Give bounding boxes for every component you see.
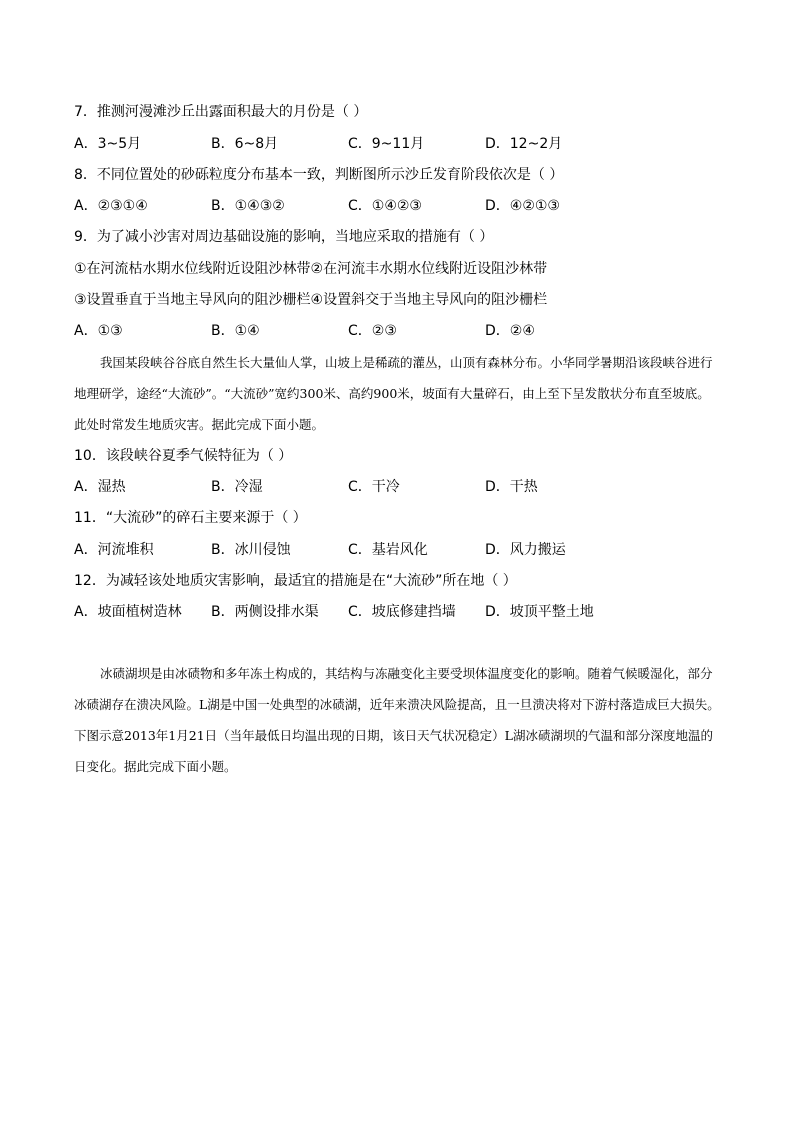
question-10-option-d: D．干热: [485, 479, 538, 495]
question-8-option-c: C．①④②③: [348, 198, 422, 214]
passage-gorge: 我国某段峡谷谷底自然生长大量仙人掌，山坡上是稀疏的灌丛，山顶有森林分布。小华同学暑期沿该段峡谷进行地理研学，途经“大流砂”。“大流砂”宽约300米、高约900米，坡面有大量碎石，由上至下呈发散状分布直至坡底。此处时常发生地质灾害。据此完成下面小题。: [74, 355, 713, 432]
question-10-option-b: B．冷湿: [211, 479, 263, 495]
question-8-option-a: A．②③①④: [74, 198, 148, 214]
question-7-option-a: A．3~5月: [74, 136, 142, 152]
question-8-option-b: B．①④③②: [211, 198, 285, 214]
question-9-option-c: C．②③: [348, 323, 397, 339]
question-9-statement-1: ①在河流枯水期水位线附近设阻沙林带②在河流丰水期水位线附近设阻沙林带: [74, 261, 548, 277]
question-12-stem: 12．为减轻该处地质灾害影响，最适宜的措施是在“大流砂”所在地（ ）: [74, 573, 517, 589]
question-9-statement-2: ③设置垂直于当地主导风向的阻沙栅栏④设置斜交于当地主导风向的阻沙栅栏: [74, 292, 548, 308]
question-12-option-c: C．坡底修建挡墙: [348, 604, 456, 620]
question-12-option-a: A．坡面植树造林: [74, 604, 182, 620]
question-9-option-d: D．②④: [485, 323, 535, 339]
question-8-option-d: D．④②①③: [485, 198, 560, 214]
question-12-option-b: B．两侧设排水渠: [211, 604, 319, 620]
question-10-option-a: A．湿热: [74, 479, 126, 495]
question-7-option-d: D．12~2月: [485, 136, 563, 152]
passage-moraine-lake: 冰碛湖坝是由冰碛物和多年冻土构成的，其结构与冻融变化主要受坝体温度变化的影响。随着气候暖湿化，部分冰碛湖存在溃决风险。L湖是中国一处典型的冰碛湖，近年来溃决风险提高，且一旦溃决将对下游村落造成巨大损失。下图示意2013年1月21日（当年最低日均温出现的日期，该日天气状况稳定）L湖冰碛湖坝的气温和部分深度地温的日变化。据此完成下面小题。: [74, 666, 720, 774]
question-10-stem: 10．该段峡谷夏季气候特征为（ ）: [74, 448, 293, 464]
question-11-stem: 11．“大流砂”的碎石主要来源于（ ）: [74, 510, 307, 526]
question-10-option-c: C．干冷: [348, 479, 400, 495]
question-9-stem: 9．为了减小沙害对周边基础设施的影响，当地应采取的措施有（ ）: [74, 229, 494, 245]
question-7-option-b: B．6~8月: [211, 136, 279, 152]
question-7-option-c: C．9~11月: [348, 136, 425, 152]
question-7-stem: 7．推测河漫滩沙丘出露面积最大的月份是（ ）: [74, 104, 368, 120]
question-8-stem: 8．不同位置处的砂砾粒度分布基本一致，判断图所示沙丘发育阶段依次是（ ）: [74, 167, 564, 183]
question-11-option-a: A．河流堆积: [74, 542, 154, 558]
question-9-option-a: A．①③: [74, 323, 123, 339]
question-11-option-b: B．冰川侵蚀: [211, 542, 291, 558]
question-12-option-d: D．坡顶平整土地: [485, 604, 594, 620]
question-9-option-b: B．①④: [211, 323, 260, 339]
question-11-option-c: C．基岩风化: [348, 542, 428, 558]
question-11-option-d: D．风力搬运: [485, 542, 566, 558]
